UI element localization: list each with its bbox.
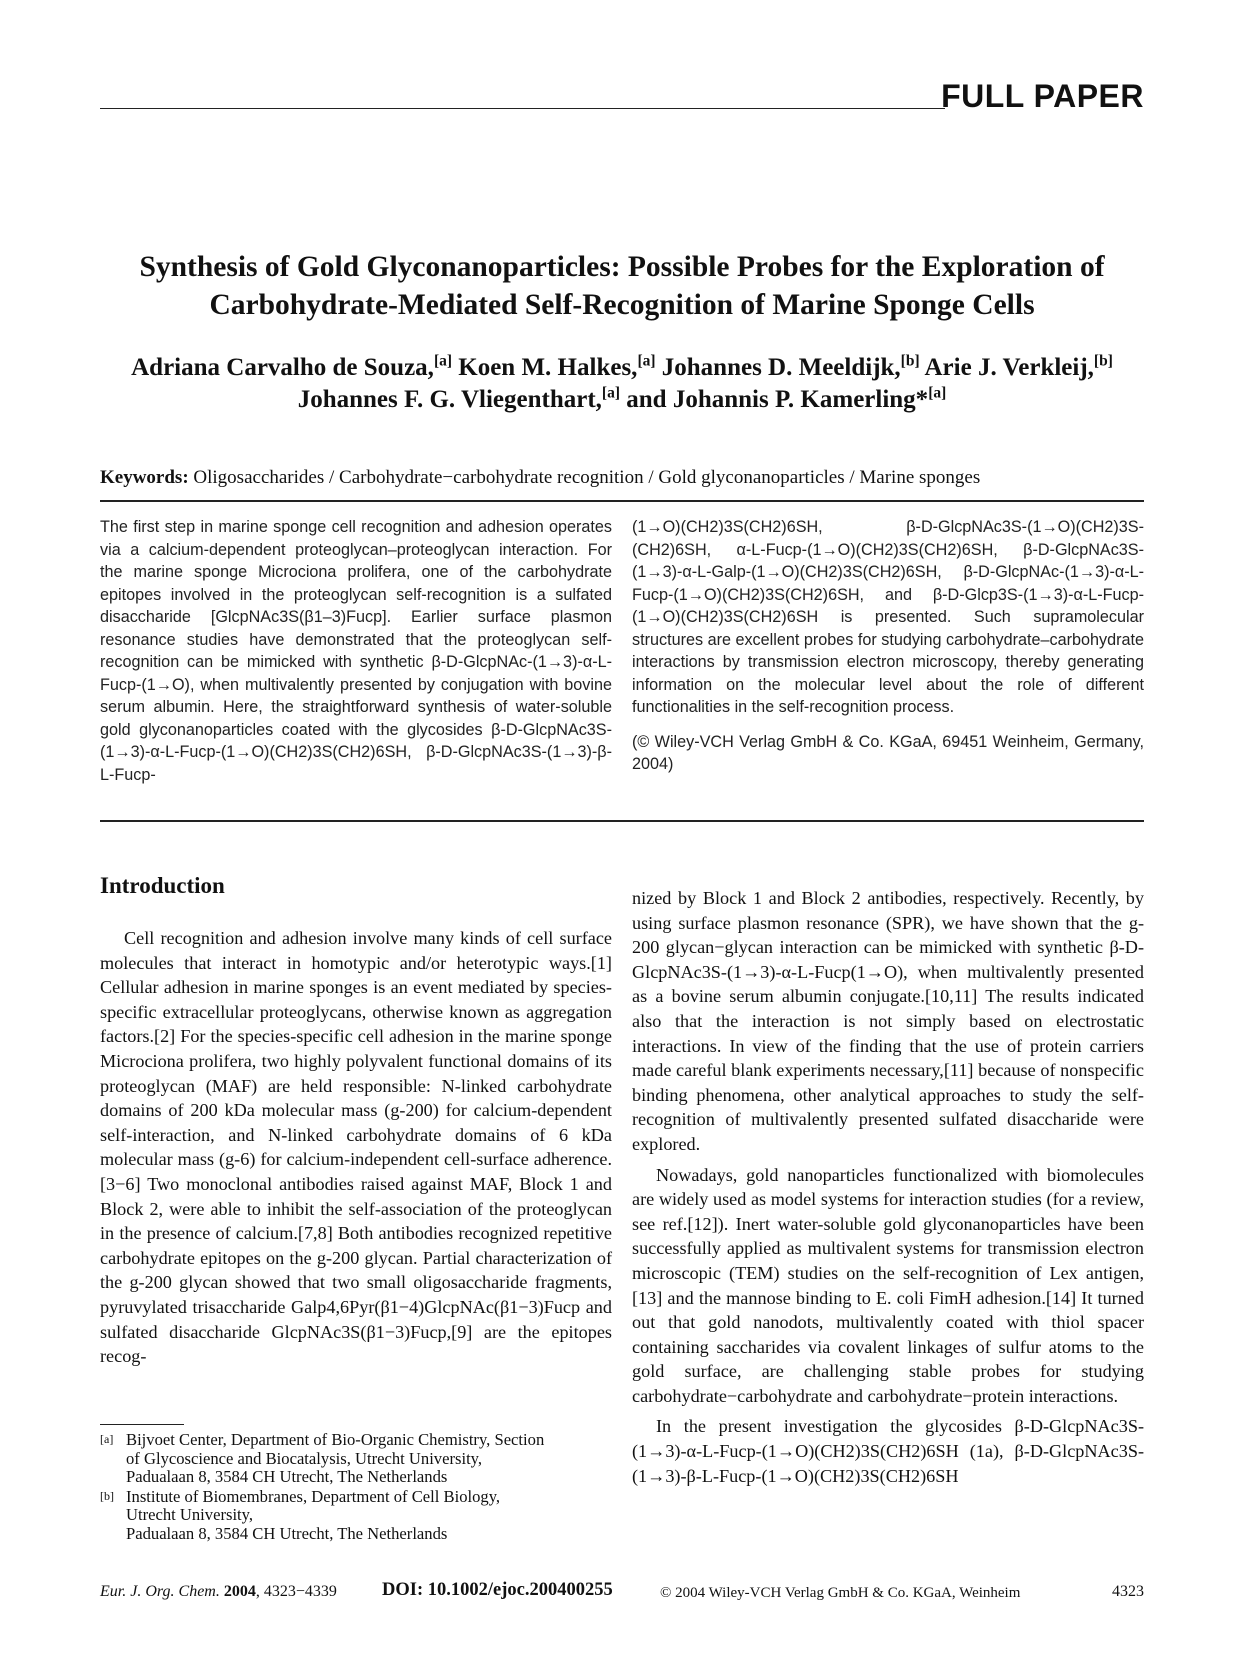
intro-paragraph-3: In the present investigation the glycosides β-D-GlcpNAc3S-(1→3)-α-L-Fucp-(1→O)(CH2)3S(CH2)6SH (1a), β-D-GlcpNAc3S-(1→3)-β-L-Fucp-(1→O)(CH2)3S(CH2)6SH	[632, 1416, 1144, 1486]
author-affiliation: [b]	[1093, 352, 1113, 370]
footnote-text	[126, 1431, 612, 1487]
section-heading-introduction: Introduction	[100, 873, 225, 898]
author-affiliation: [a]	[601, 384, 620, 402]
footnote-line: Utrecht University,	[126, 1505, 254, 1524]
author-line-1	[90, 352, 1154, 384]
title-line-2: Carbohydrate-Mediated Self-Recognition of Marine Sponge Cells	[209, 289, 1035, 321]
author-name: Johannes D. Meeldijk,	[661, 354, 901, 381]
keywords	[100, 466, 1144, 490]
footer-year: 2004	[223, 1583, 256, 1600]
footer-citation	[100, 1583, 337, 1601]
abstract-column-2	[632, 516, 1144, 788]
footnote-text	[126, 1488, 612, 1544]
footnote-rule	[100, 1424, 184, 1425]
abstract-column-1	[100, 516, 612, 798]
keywords-label: Keywords:	[100, 467, 189, 488]
footer-doi[interactable]: DOI: 10.1002/ejoc.200400255	[382, 1580, 613, 1600]
author-name: Adriana Carvalho de Souza,	[131, 354, 434, 381]
intro-paragraph-1-continued: nized by Block 1 and Block 2 antibodies, respectively. Recently, by using surface plasmon resonance (SPR), we have shown that the g-200 glycan−glycan interaction can be mimicked with synthetic β-D-GlcpNAc3S-(1→3)-α-L-Fucp(1→O), when multivalently presented as a bovine serum albumin conjugate.[10,11] The results indicated also that the interaction is not simply based on electrostatic interactions. In view of the finding that the use of protein carriers made careful blank experiments necessary,[11] because of nonspecific binding phenomena, other analytical approaches to study the self-recognition of multivalently presented sulfated disaccharide were explored.	[632, 888, 1144, 1154]
footnote-b	[100, 1488, 612, 1544]
author-name: Koen M. Halkes,	[458, 354, 638, 381]
page-number: 4323	[1112, 1583, 1144, 1600]
author-affiliation: [b]	[900, 352, 920, 370]
intro-paragraph-2: Nowadays, gold nanoparticles functionalized with biomolecules are widely used as model systems for interaction studies (for a review, see ref.[12]). Inert water-soluble gold glyconanoparticles have been successfully applied as multivalent systems for transmission electron microscopic (TEM) studies on the self-recognition of Lex antigen,[13] and the mannose binding to E. coli FimH adhesion.[14] It turned out that gold nanodots, multivalently coated with thiol spacer containing saccharides via covalent linkages of sulfur atoms to the gold surface, are challenging stable probes for studying carbohydrate−carbohydrate and carbohydrate−protein interactions.	[632, 1164, 1144, 1406]
abstract-text-1: The first step in marine sponge cell recognition and adhesion operates via a calcium-dependent proteoglycan–proteoglycan interaction. For the marine sponge Microciona prolifera, one of the carbohydrate epitopes involved in the proteoglycan self-recognition is a sulfated disaccharide [GlcpNAc3S(β1–3)Fucp]. Earlier surface plasmon resonance studies have demonstrated that the proteoglycan self-recognition can be mimicked with synthetic β-D-GlcpNAc-(1→3)-α-L-Fucp-(1→O), when multivalently presented by conjugation with bovine serum albumin. Here, the straightforward synthesis of water-soluble gold glyconanoparticles coated with the glycosides β-D-GlcpNAc3S-(1→3)-α-L-Fucp-(1→O)(CH2)3S(CH2)6SH, β-D-GlcpNAc3S-(1→3)-β-L-Fucp-	[100, 518, 612, 784]
footer-copyright: © 2004 Wiley-VCH Verlag GmbH & Co. KGaA, Weinheim	[660, 1585, 1021, 1601]
paper-title	[90, 248, 1154, 324]
abstract-top-rule	[100, 500, 1144, 502]
intro-paragraph-1: Cell recognition and adhesion involve many kinds of cell surface molecules that interact in homotypic and/or heterotypic ways.[1] Cellular adhesion in marine sponges is an event mediated by species-specific extracellular proteoglycans, otherwise known as aggregation factors.[2] For the species-specific cell adhesion in the marine sponge Microciona prolifera, two highly polyvalent functional domains of its proteoglycan (MAF) are held responsible: N-linked carbohydrate domains of 200 kDa molecular mass (g-200) for calcium-dependent self-interaction, and N-linked carbohydrate domains of 6 kDa molecular mass (g-6) for calcium-independent cell-surface adherence.[3−6] Two monoclonal antibodies raised against MAF, Block 1 and Block 2, were able to inhibit the self-association of the proteoglycan in the presence of calcium.[7,8] Both antibodies recognized repetitive carbohydrate epitopes on the g-200 glycan. Partial characterization of the g-200 glycan showed that two small oligosaccharide fragments, pyruvylated trisaccharide Galp4,6Pyr(β1−4)GlcpNAc(β1−3)Fucp and sulfated disaccharide GlcpNAc3S(β1−3)Fucp,[9] are the epitopes recog-	[100, 928, 612, 1367]
footnote-line: Bijvoet Center, Department of Bio-Organic Chemistry, Section	[126, 1430, 545, 1449]
abstract-bottom-rule	[100, 820, 1144, 822]
footnote-marker: [b]	[100, 1488, 114, 1503]
author-affiliation: [a]	[637, 352, 656, 370]
footer-pages: , 4323−4339	[255, 1583, 337, 1600]
author-affiliation: [a]	[928, 384, 947, 402]
author-line-2	[90, 384, 1154, 416]
footnote-a	[100, 1431, 612, 1487]
header-rule	[100, 108, 945, 109]
footnote-marker: [a]	[100, 1432, 114, 1446]
page-footer	[100, 1580, 1144, 1607]
author-conjunction: and	[626, 386, 667, 413]
affiliation-footnotes	[100, 1431, 612, 1544]
author-name: Johannes F. G. Vliegenthart,	[297, 386, 602, 413]
keywords-text: Oligosaccharides / Carbohydrate−carbohydrate recognition / Gold glyconanoparticles / Marine sponges	[193, 467, 981, 488]
footnote-line: Padualaan 8, 3584 CH Utrecht, The Netherlands	[126, 1467, 448, 1486]
author-name: Arie J. Verkleij,	[924, 354, 1094, 381]
footnote-line: Padualaan 8, 3584 CH Utrecht, The Netherlands	[126, 1523, 448, 1543]
body-column-2	[632, 886, 1144, 1494]
footnote-line: of Glycoscience and Biocatalysis, Utrecht University,	[126, 1448, 483, 1468]
abstract-text-2: (1→O)(CH2)3S(CH2)6SH, β-D-GlcpNAc3S-(1→O)(CH2)3S-(CH2)6SH, α-L-Fucp-(1→O)(CH2)3S(CH2)6SH, β-D-GlcpNAc3S-(1→3)-α-L-Galp-(1→O)(CH2)3S(CH2)6SH, β-D-GlcpNAc-(1→3)-α-L-Fucp-(1→O)(CH2)3S(CH2)6SH, and β-D-Glcp3S-(1→3)-α-L-Fucp-(1→O)(CH2)3S(CH2)6SH is presented. Such supramolecular structures are excellent probes for studying carbohydrate–carbohydrate interactions by transmission electron microscopy, thereby generating information on the molecular level about the role of different functionalities in the self-recognition process.	[632, 518, 1144, 716]
article-type-label: FULL PAPER	[941, 78, 1144, 114]
footer-journal: Eur. J. Org. Chem.	[100, 1583, 220, 1600]
running-header	[100, 78, 1144, 112]
abstract-copyright: (© Wiley-VCH Verlag GmbH & Co. KGaA, 69451 Weinheim, Germany, 2004)	[632, 732, 1144, 773]
author-list	[90, 352, 1154, 416]
author-affiliation: [a]	[433, 352, 453, 370]
author-name: Johannis P. Kamerling*	[672, 386, 929, 413]
body-column-1	[100, 926, 612, 1375]
footnote-line: Institute of Biomembranes, Department of Cell Biology,	[126, 1486, 501, 1506]
title-line-1: Synthesis of Gold Glyconanoparticles: Possible Probes for the Exploration of	[139, 251, 1105, 283]
